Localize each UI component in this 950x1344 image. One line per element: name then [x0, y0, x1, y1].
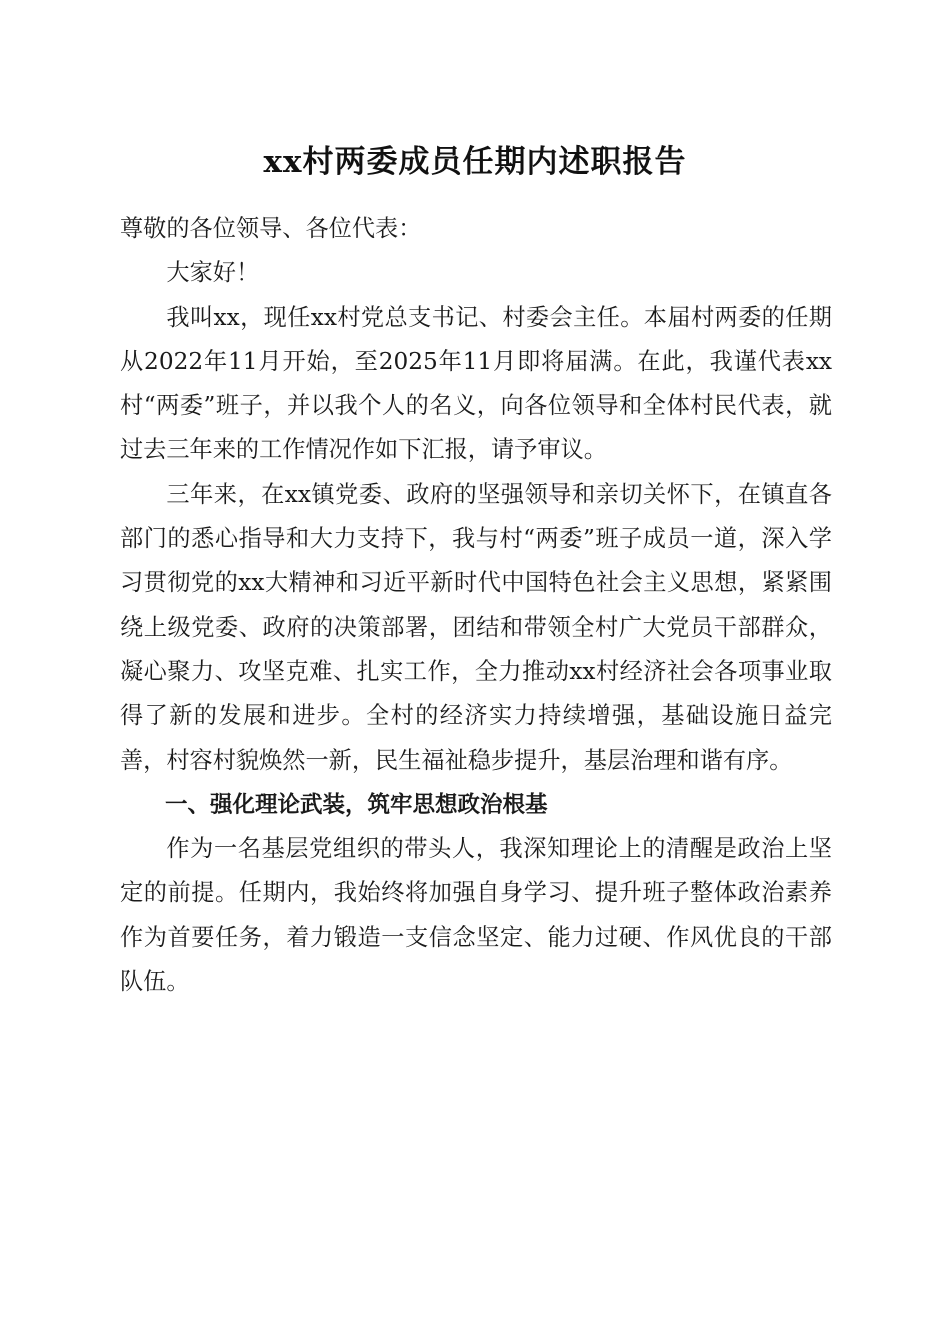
section-paragraph: 作为一名基层党组织的带头人，我深知理论上的清醒是政治上坚定的前提。任期内，我始终将加强自身学习、提升班子整体政治素养作为首要任务，着力锻造一支信念坚定、能力过硬、作风优良的干部队伍。 — [120, 835, 832, 996]
section-heading: 一、强化理论武装，筑牢思想政治根基 — [165, 791, 548, 818]
paragraph-summary: 三年来，在xx镇党委、政府的坚强领导和亲切关怀下，在镇直各部门的悉心指导和大力支持下，我与村“两委”班子成员一道，深入学习贯彻党的xx大精神和习近平新时代中国特色社会主义思想，紧紧围绕上级党委、政府的决策部署，团结和带领全村广大党员干部群众，凝心聚力、攻坚克难、扎实工作，全力推动xx村经济社会各项事业取得了新的发展和进步。全村的经济实力持续增强，基础设施日益完善，村容村貌焕然一新，民生福祉稳步提升，基层治理和谐有序。 — [120, 480, 832, 774]
greeting: 大家好！ — [166, 259, 260, 287]
document-body — [120, 207, 832, 1004]
paragraph-intro: 我叫xx，现任xx村党总支书记、村委会主任。本届村两委的任期从2022年11月开始，至2025年11月即将届满。在此，我谨代表xx村“两委”班子，并以我个人的名义，向各位领导和全体村民代表，就过去三年来的工作情况作如下汇报，请予审议。 — [120, 303, 832, 464]
salutation: 尊敬的各位领导、各位代表： — [120, 215, 422, 242]
document-title: xx村两委成员任期内述职报告 — [263, 144, 687, 180]
